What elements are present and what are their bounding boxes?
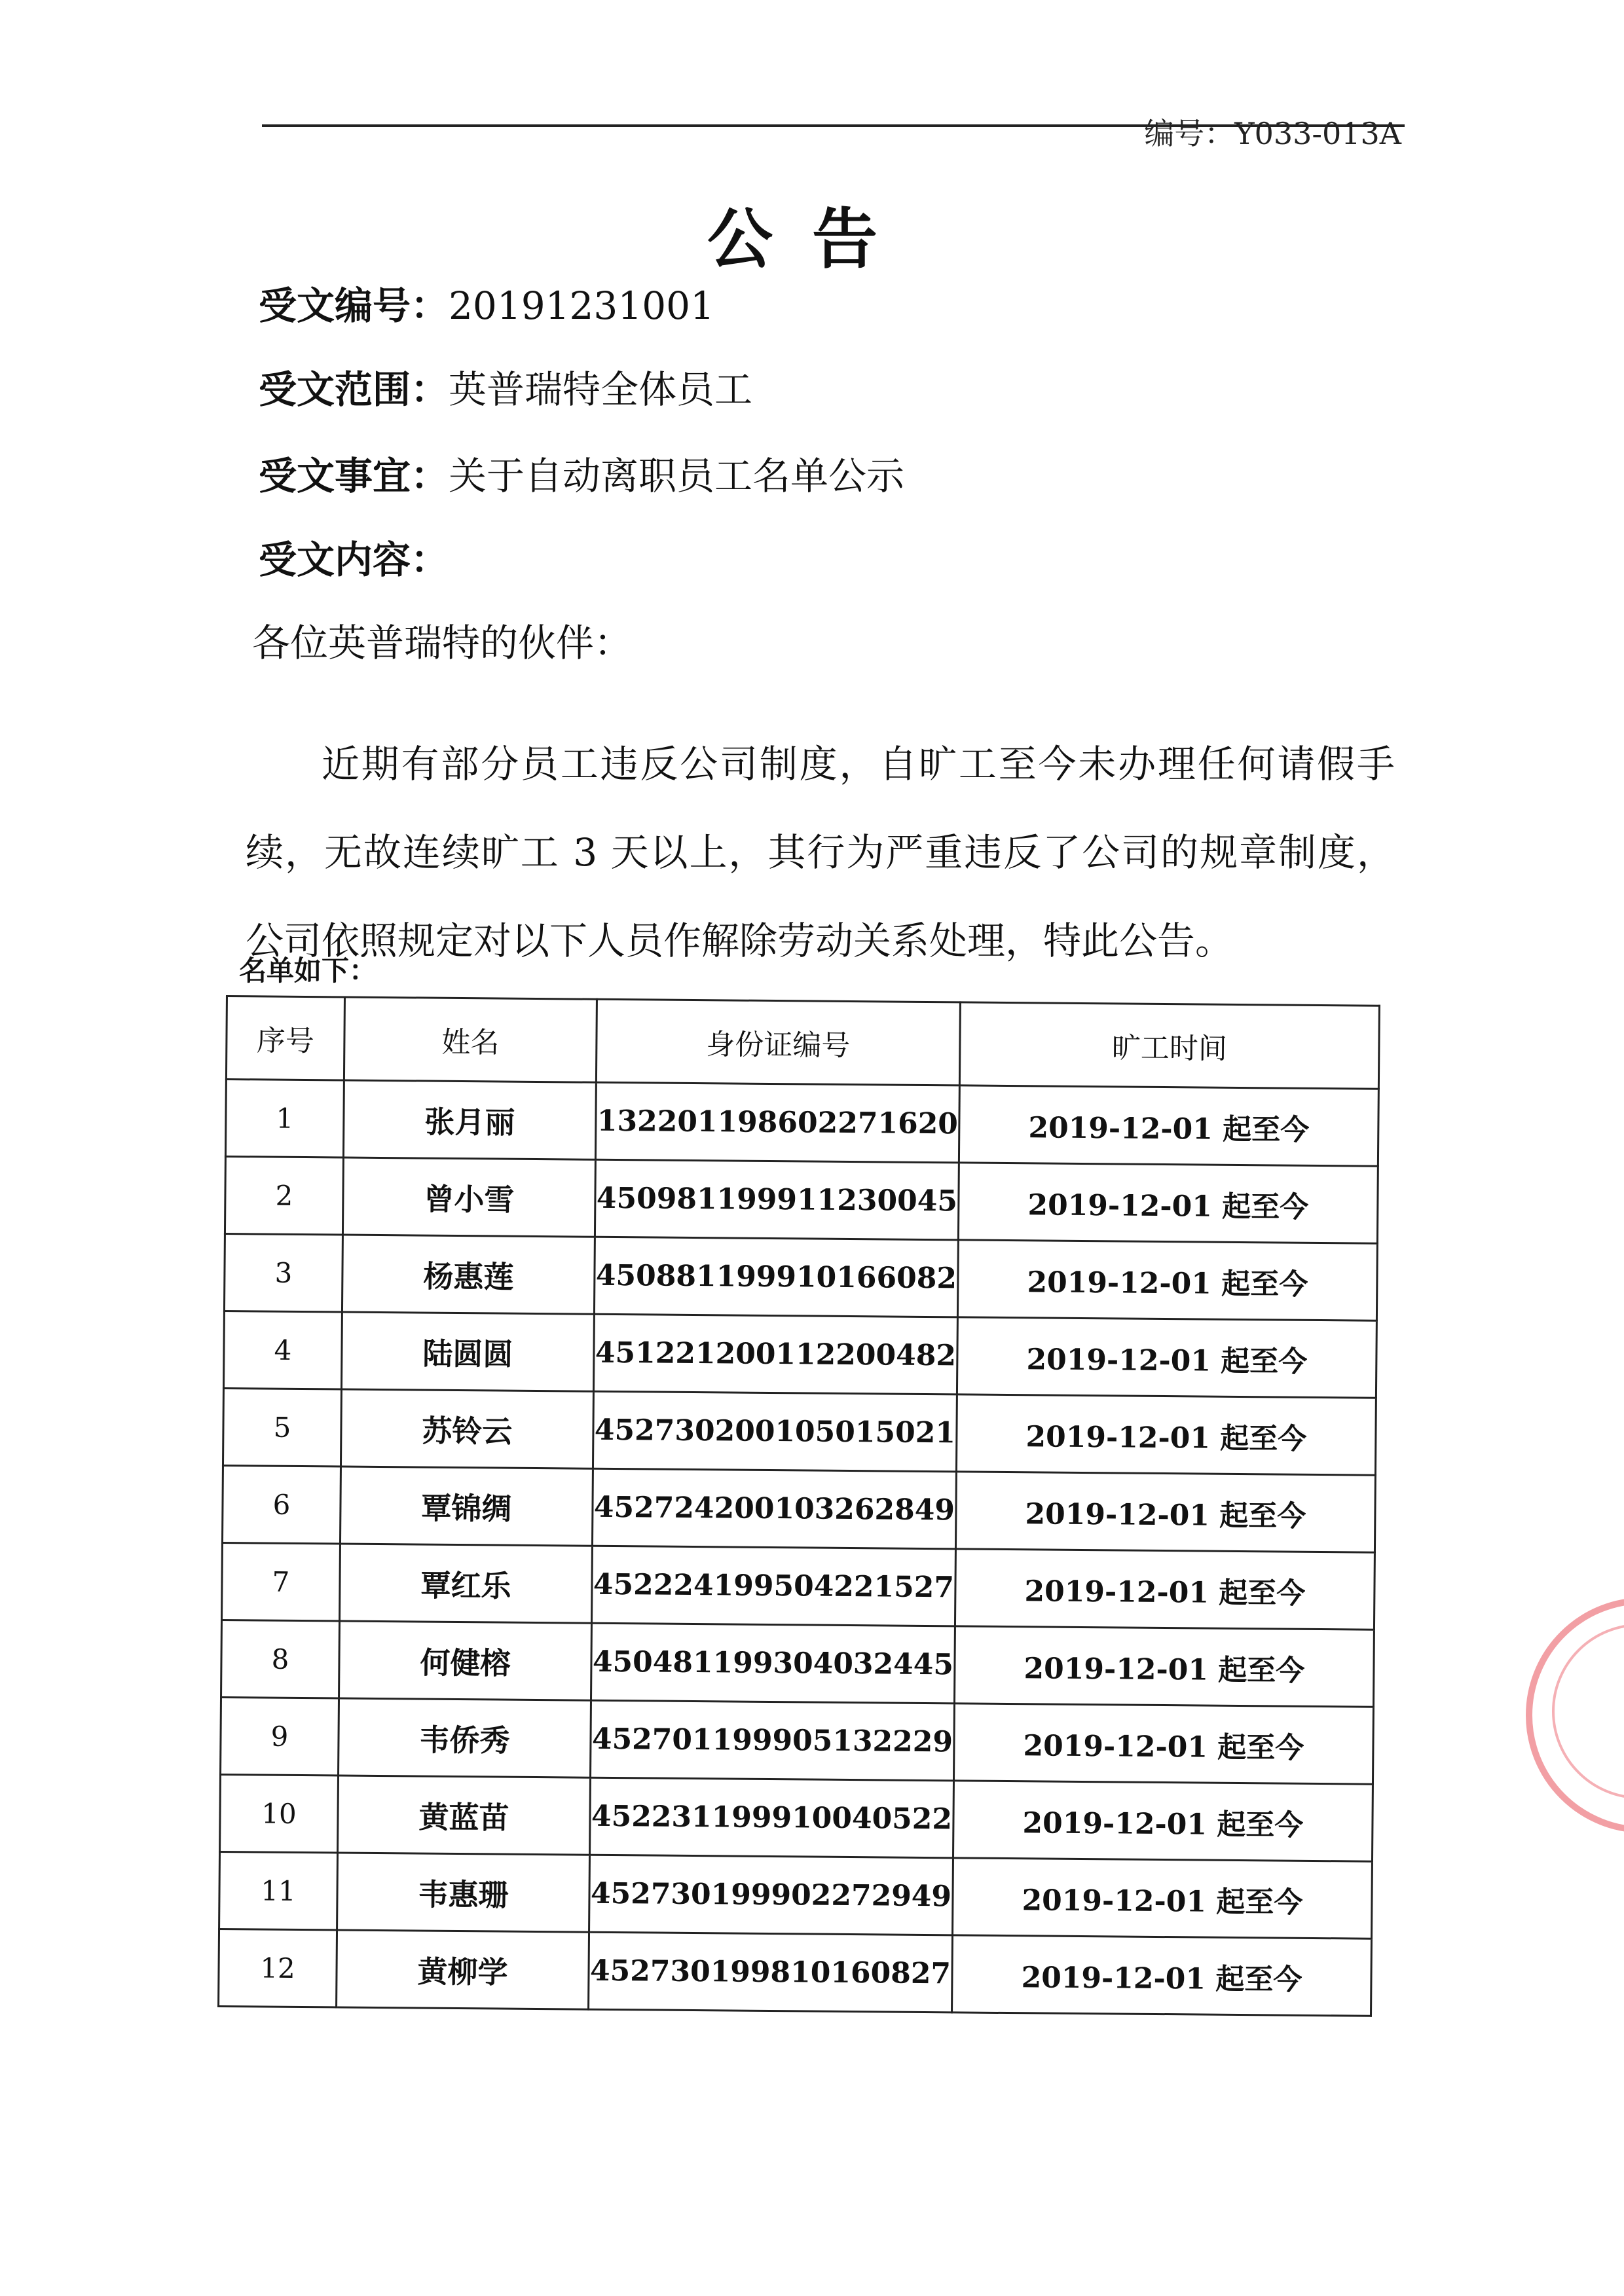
- cell-id: 452701199905132229: [591, 1700, 955, 1781]
- table-row: [225, 1157, 1378, 1244]
- cell-seq: 11: [219, 1851, 338, 1930]
- cell-time: 2019-12-01 起至今: [953, 1704, 1373, 1784]
- cell-name: 韦惠珊: [337, 1853, 590, 1932]
- table-row: [220, 1774, 1373, 1861]
- cell-seq: 9: [221, 1697, 339, 1776]
- page-title: 公告: [707, 201, 917, 278]
- subject-label: 受文事宜：: [259, 454, 449, 498]
- ref-no-label: 受文编号：: [259, 283, 449, 328]
- ref-no-value: 20191231001: [449, 283, 714, 328]
- header-id: 身份证编号: [596, 999, 960, 1085]
- cell-time: 2019-12-01 起至今: [959, 1085, 1378, 1166]
- table-row: [221, 1620, 1375, 1707]
- cell-time: 2019-12-01 起至今: [955, 1549, 1375, 1630]
- header-absence-time: 旷工时间: [959, 1002, 1379, 1089]
- cell-id: 452224199504221527: [591, 1546, 955, 1626]
- cell-id: 452730199810160827: [589, 1932, 953, 2013]
- cell-seq: 7: [222, 1542, 341, 1621]
- cell-seq: 6: [222, 1465, 341, 1544]
- table-row: [223, 1388, 1376, 1475]
- cell-id: 452231199910040522: [590, 1777, 954, 1858]
- table-row: [219, 1851, 1373, 1939]
- cell-name: 陆圆圆: [341, 1312, 594, 1391]
- cell-time: 2019-12-01 起至今: [952, 1935, 1372, 2016]
- cell-seq: 1: [225, 1080, 344, 1158]
- content-field: [259, 529, 449, 584]
- cell-time: 2019-12-01 起至今: [953, 1781, 1373, 1861]
- cell-time: 2019-12-01 起至今: [956, 1394, 1376, 1475]
- cell-time: 2019-12-01 起至今: [958, 1163, 1378, 1243]
- cell-time: 2019-12-01 起至今: [954, 1626, 1374, 1707]
- cell-seq: 5: [223, 1388, 341, 1467]
- subject-field: [259, 445, 904, 500]
- cell-id: 451221200112200482: [593, 1314, 957, 1394]
- table-row: [225, 1080, 1378, 1167]
- cell-name: 苏铃云: [341, 1389, 593, 1468]
- cell-id: 452730199902272949: [589, 1855, 953, 1935]
- cell-seq: 8: [221, 1620, 340, 1698]
- cell-seq: 3: [224, 1233, 342, 1312]
- cell-time: 2019-12-01 起至今: [953, 1858, 1373, 1939]
- cell-name: 杨惠莲: [342, 1235, 595, 1314]
- cell-name: 覃红乐: [339, 1544, 592, 1623]
- cell-time: 2019-12-01 起至今: [957, 1317, 1376, 1398]
- cell-name: 韦侨秀: [339, 1698, 591, 1777]
- announcement-body: 近期有部分员工违反公司制度，自旷工至今未办理任何请假手续，无故连续旷工 3 天以上，其行为严重违反了公司的规章制度，公司依照规定对以下人员作解除劳动关系处理，特此公告。: [246, 742, 1395, 963]
- table-row: [222, 1465, 1375, 1552]
- header-seq: 序号: [226, 996, 344, 1081]
- cell-seq: 12: [219, 1929, 337, 2007]
- table-header-row: [226, 996, 1379, 1089]
- table-row: [223, 1311, 1376, 1398]
- table-row: [222, 1542, 1375, 1630]
- cell-time: 2019-12-01 起至今: [955, 1472, 1375, 1552]
- cell-time: 2019-12-01 起至今: [957, 1240, 1377, 1321]
- employee-table-wrapper: [217, 995, 1378, 2017]
- cell-seq: 10: [220, 1774, 339, 1853]
- document-number: 编号：Y033-013A: [1144, 116, 1401, 151]
- scope-field: [259, 359, 752, 414]
- cell-name: 曾小雪: [342, 1157, 595, 1237]
- cell-id: 452730200105015021: [593, 1391, 957, 1472]
- table-row: [221, 1697, 1374, 1784]
- header-name: 姓名: [344, 997, 597, 1082]
- salutation: 各位英普瑞特的伙伴：: [252, 621, 633, 665]
- cell-name: 何健榕: [339, 1621, 592, 1700]
- employee-table: [217, 995, 1380, 2017]
- cell-seq: 4: [223, 1311, 342, 1389]
- table-row: [224, 1233, 1377, 1321]
- cell-id: 452724200103262849: [592, 1468, 956, 1549]
- list-label: 名单如下：: [239, 955, 377, 987]
- cell-name: 黄蓝苗: [338, 1776, 591, 1855]
- cell-seq: 2: [225, 1157, 343, 1235]
- scope-value: 英普瑞特全体员工: [449, 367, 753, 412]
- cell-name: 张月丽: [343, 1080, 596, 1159]
- ref-no-field: [259, 275, 714, 330]
- cell-id: 450881199910166082: [594, 1237, 958, 1317]
- cell-id: 450481199304032445: [591, 1623, 955, 1704]
- scope-label: 受文范围：: [259, 367, 449, 412]
- cell-name: 黄柳学: [337, 1930, 589, 2009]
- cell-id: 132201198602271620: [595, 1082, 959, 1163]
- content-label: 受文内容：: [259, 538, 449, 582]
- cell-name: 覃锦绸: [340, 1467, 593, 1546]
- subject-value: 关于自动离职员工名单公示: [449, 454, 905, 498]
- table-row: [219, 1929, 1372, 2016]
- cell-id: 450981199911230045: [595, 1159, 959, 1240]
